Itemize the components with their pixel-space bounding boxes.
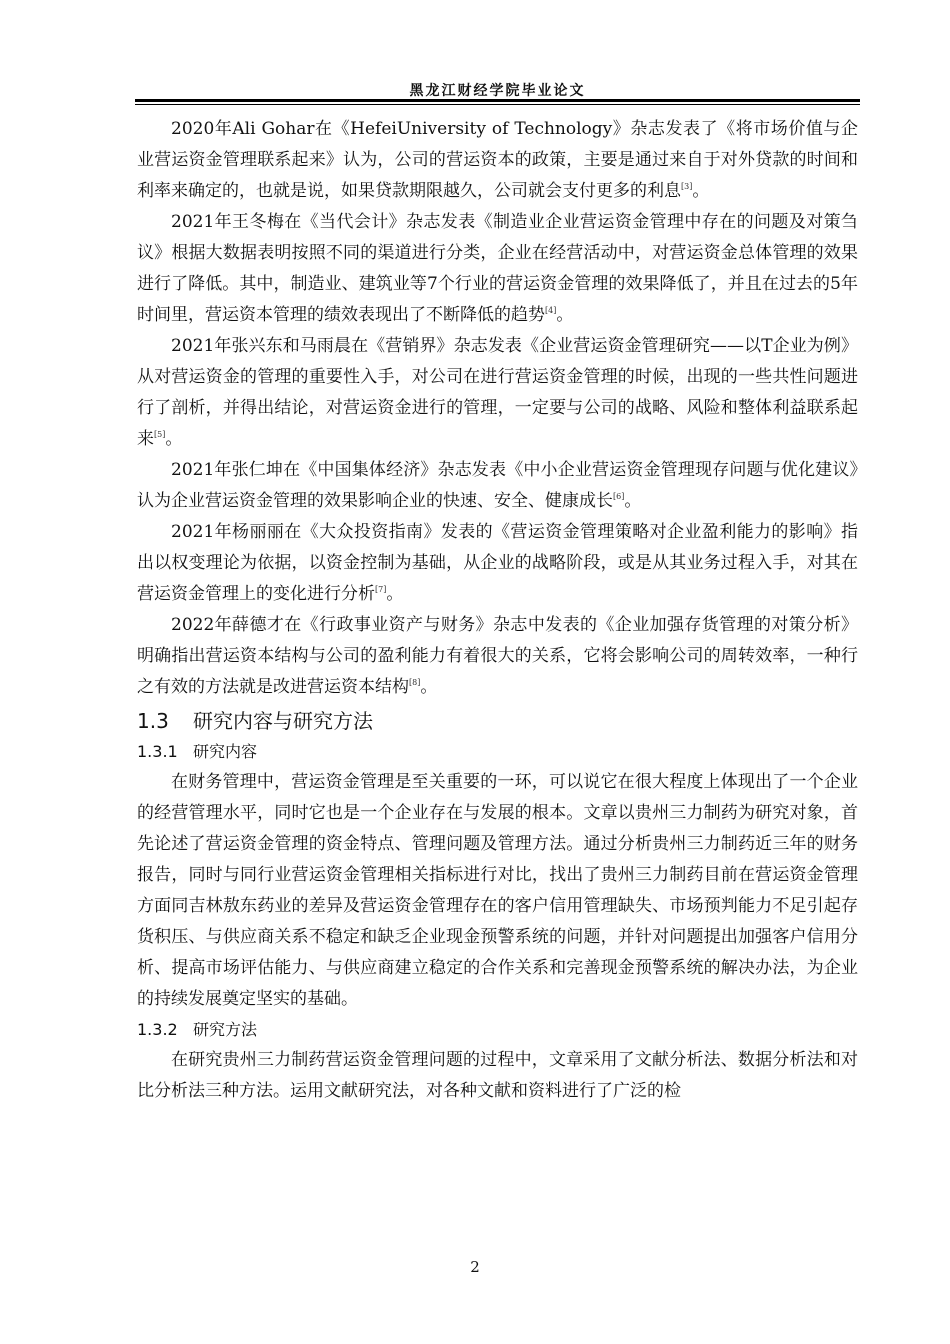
running-header: 黑龙江财经学院毕业论文 — [409, 83, 586, 99]
body-paragraph: 2020年Ali Gohar在《HefeiUniversity of Technology》杂志发表了《将市场价值与企业营运资金管理联系起来》认为，公司的营运资本的政策，主要是通过来自于对外贷款的时间和利率来确定的，也就是说，如果贷款期限越久，公司就会支付更多的利息[3]。 — [137, 119, 858, 201]
citation-ref: [3] — [681, 182, 693, 191]
page-number: 2 — [470, 1258, 480, 1276]
body-paragraph: 2021年张兴东和马雨晨在《营销界》杂志发表《企业营运资金管理研究——以T企业为例》从对营运资金的管理的重要性入手，对公司在进行营运资金管理的时候，出现的一些共性问题进行了剖析，并得出结论，对营运资金进行的管理，一定要与公司的战略、风险和整体利益联系起来[5]。 — [137, 336, 858, 449]
body-paragraph: 2022年薛德才在《行政事业资产与财务》杂志中发表的《企业加强存货管理的对策分析》明确指出营运资本结构与公司的盈利能力有着很大的关系，它将会影响公司的周转效率，一种行之有效的方法就是改进营运资本结构[8]。 — [137, 615, 858, 697]
citation-ref: [6] — [613, 492, 625, 501]
citation-ref: [5] — [154, 430, 166, 439]
section-heading-1-3 — [137, 705, 858, 737]
citation-ref: [7] — [375, 585, 387, 594]
body-paragraph: 2021年张仁坤在《中国集体经济》杂志发表《中小企业营运资金管理现存问题与优化建议》认为企业营运资金管理的效果影响企业的快速、安全、健康成长[6]。 — [137, 460, 858, 511]
subsection-number: 1.3.1 — [137, 742, 178, 761]
body-paragraph: 2021年王冬梅在《当代会计》杂志发表《制造业企业营运资金管理中存在的问题及对策刍议》根据大数据表明按照不同的渠道进行分类，企业在经营活动中，对营运资金总体管理的效果进行了降低。其中，制造业、建筑业等7个行业的营运资金管理的效果降低了，并且在过去的5年时间里，营运资本管理的绩效表现出了不断降低的趋势[4]。 — [137, 212, 858, 325]
subsection-title: 研究内容 — [193, 742, 258, 761]
section-title: 研究内容与研究方法 — [193, 709, 373, 733]
subsection-title: 研究方法 — [193, 1020, 258, 1039]
subsection-heading-1-3-1 — [137, 737, 858, 767]
page-body — [137, 114, 858, 1107]
header-rule-thick — [135, 99, 860, 102]
subsection-heading-1-3-2 — [137, 1015, 858, 1045]
body-paragraph: 在财务管理中，营运资金管理是至关重要的一环，可以说它在很大程度上体现出了一个企业的经营管理水平，同时它也是一个企业存在与发展的根本。文章以贵州三力制药为研究对象，首先论述了营运资金管理的资金特点、管理问题及管理方法。通过分析贵州三力制药近三年的财务报告，同时与同行业营运资金管理相关指标进行对比，找出了贵州三力制药目前在营运资金管理方面同吉林敖东药业的差异及营运资金管理存在的客户信用管理缺失、市场预判能力不足引起存货积压、与供应商关系不稳定和缺乏企业现金预警系统的问题，并针对问题提出加强客户信用分析、提高市场评估能力、与供应商建立稳定的合作关系和完善现金预警系统的解决办法，为企业的持续发展奠定坚实的基础。 — [137, 772, 858, 1009]
citation-ref: [8] — [409, 678, 421, 687]
body-paragraph: 在研究贵州三力制药营运资金管理问题的过程中，文章采用了文献分析法、数据分析法和对比分析法三种方法。运用文献研究法，对各种文献和资料进行了广泛的检 — [137, 1050, 858, 1101]
subsection-number: 1.3.2 — [137, 1020, 178, 1039]
body-paragraph: 2021年杨丽丽在《大众投资指南》发表的《营运资金管理策略对企业盈利能力的影响》指出以权变理论为依据，以资金控制为基础，从企业的战略阶段，或是从其业务过程入手，对其在营运资金管理上的变化进行分析[7]。 — [137, 522, 858, 604]
citation-ref: [4] — [545, 306, 557, 315]
section-number: 1.3 — [137, 709, 169, 733]
header-rule-thin — [135, 104, 860, 105]
